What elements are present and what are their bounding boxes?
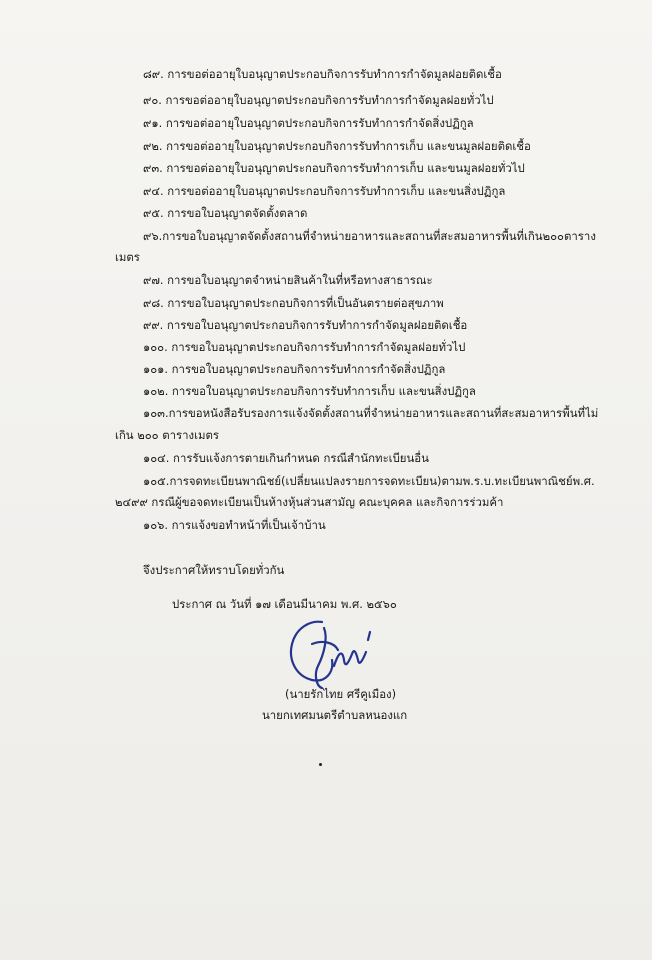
list-item: ๙๗. การขอใบอนุญาตจำหน่ายสินค้าในที่หรือทางสาธารณะ bbox=[143, 273, 433, 287]
list-item: ๙๕. การขอใบอนุญาตจัดตั้งตลาด bbox=[143, 206, 308, 220]
list-item-105: ๑๐๕. การจดทะเบียนพาณิชย์ (เปลี่ยนแปลงรายการจดทะเบียน) ตาม พ.ร.บ.ทะเบียนพาณิชย์ พ.ศ. bbox=[143, 474, 595, 488]
list-item: ๙๘. การขอใบอนุญาตประกอบกิจการที่เป็นอันตรายต่อสุขภาพ bbox=[143, 296, 444, 310]
list-item-continuation: เมตร bbox=[115, 250, 140, 264]
list-item-continuation: ๒๔๙๙ กรณีผู้ขอจดทะเบียนเป็นห้างหุ้นส่วนสามัญ คณะบุคคล และกิจการร่วมค้า bbox=[115, 495, 504, 509]
handwritten-signature bbox=[282, 614, 390, 692]
list-item: ๑๐๔. การรับแจ้งการตายเกินกำหนด กรณีสำนักทะเบียนอื่น bbox=[143, 451, 429, 465]
list-item: ๑๐๐. การขอใบอนุญาตประกอบกิจการรับทำการกำจัดมูลฝอยทั่วไป bbox=[143, 340, 466, 354]
announcement-text: จึงประกาศให้ทราบโดยทั่วกัน bbox=[143, 563, 285, 577]
list-item: ๑๐๑. การขอใบอนุญาตประกอบกิจการรับทำการกำจัดสิ่งปฏิกูล bbox=[143, 362, 446, 376]
list-item: ๙๑. การขอต่ออายุใบอนุญาตประกอบกิจการรับทำการกำจัดสิ่งปฏิกูล bbox=[143, 116, 474, 130]
list-item-103: ๑๐๓. การขอหนังสือรับรองการแจ้งจัดตั้งสถานที่จำหน่ายอาหารและสถานที่สะสมอาหาร พื้นที่ไม่ bbox=[143, 406, 599, 420]
list-item: ๙๐. การขอต่ออายุใบอนุญาตประกอบกิจการรับทำการกำจัดมูลฝอยทั่วไป bbox=[143, 93, 494, 107]
announcement-date: ประกาศ ณ วันที่ ๑๗ เดือนมีนาคม พ.ศ. ๒๕๖๐ bbox=[172, 597, 397, 611]
list-item: ๙๙. การขอใบอนุญาตประกอบกิจการรับทำการกำจัดมูลฝอยติดเชื้อ bbox=[143, 318, 468, 332]
list-item: ๙๔. การขอต่ออายุใบอนุญาตประกอบกิจการรับทำการเก็บ และขนสิ่งปฏิกูล bbox=[143, 184, 506, 198]
signer-name: (นายรักไทย ศรีคูเมือง) bbox=[285, 687, 397, 701]
list-item: ๙๓. การขอต่ออายุใบอนุญาตประกอบกิจการรับทำการเก็บ และขนมูลฝอยทั่วไป bbox=[143, 161, 525, 175]
list-item-continuation: เกิน ๒๐๐ ตารางเมตร bbox=[115, 428, 220, 442]
list-item: ๑๐๒. การขอใบอนุญาตประกอบกิจการรับทำการเก็บ และขนสิ่งปฏิกูล bbox=[143, 384, 476, 398]
signer-title: นายกเทศมนตรีตำบลหนองแก bbox=[262, 708, 408, 722]
list-item: ๑๐๖. การแจ้งขอทำหน้าที่เป็นเจ้าบ้าน bbox=[143, 518, 326, 532]
stray-dot bbox=[319, 763, 322, 766]
list-item-96: ๙๖. การขอใบอนุญาตจัดตั้งสถานที่จำหน่ายอาหารและสถานที่สะสมอาหาร พื้นที่เกิน ๒๐๐ ตาราง bbox=[143, 229, 596, 243]
list-item: ๙๒. การขอต่ออายุใบอนุญาตประกอบกิจการรับทำการเก็บ และขนมูลฝอยติดเชื้อ bbox=[143, 139, 531, 153]
list-item: ๘๙. การขอต่ออายุใบอนุญาตประกอบกิจการรับทำการกำจัดมูลฝอยติดเชื้อ bbox=[143, 67, 502, 81]
